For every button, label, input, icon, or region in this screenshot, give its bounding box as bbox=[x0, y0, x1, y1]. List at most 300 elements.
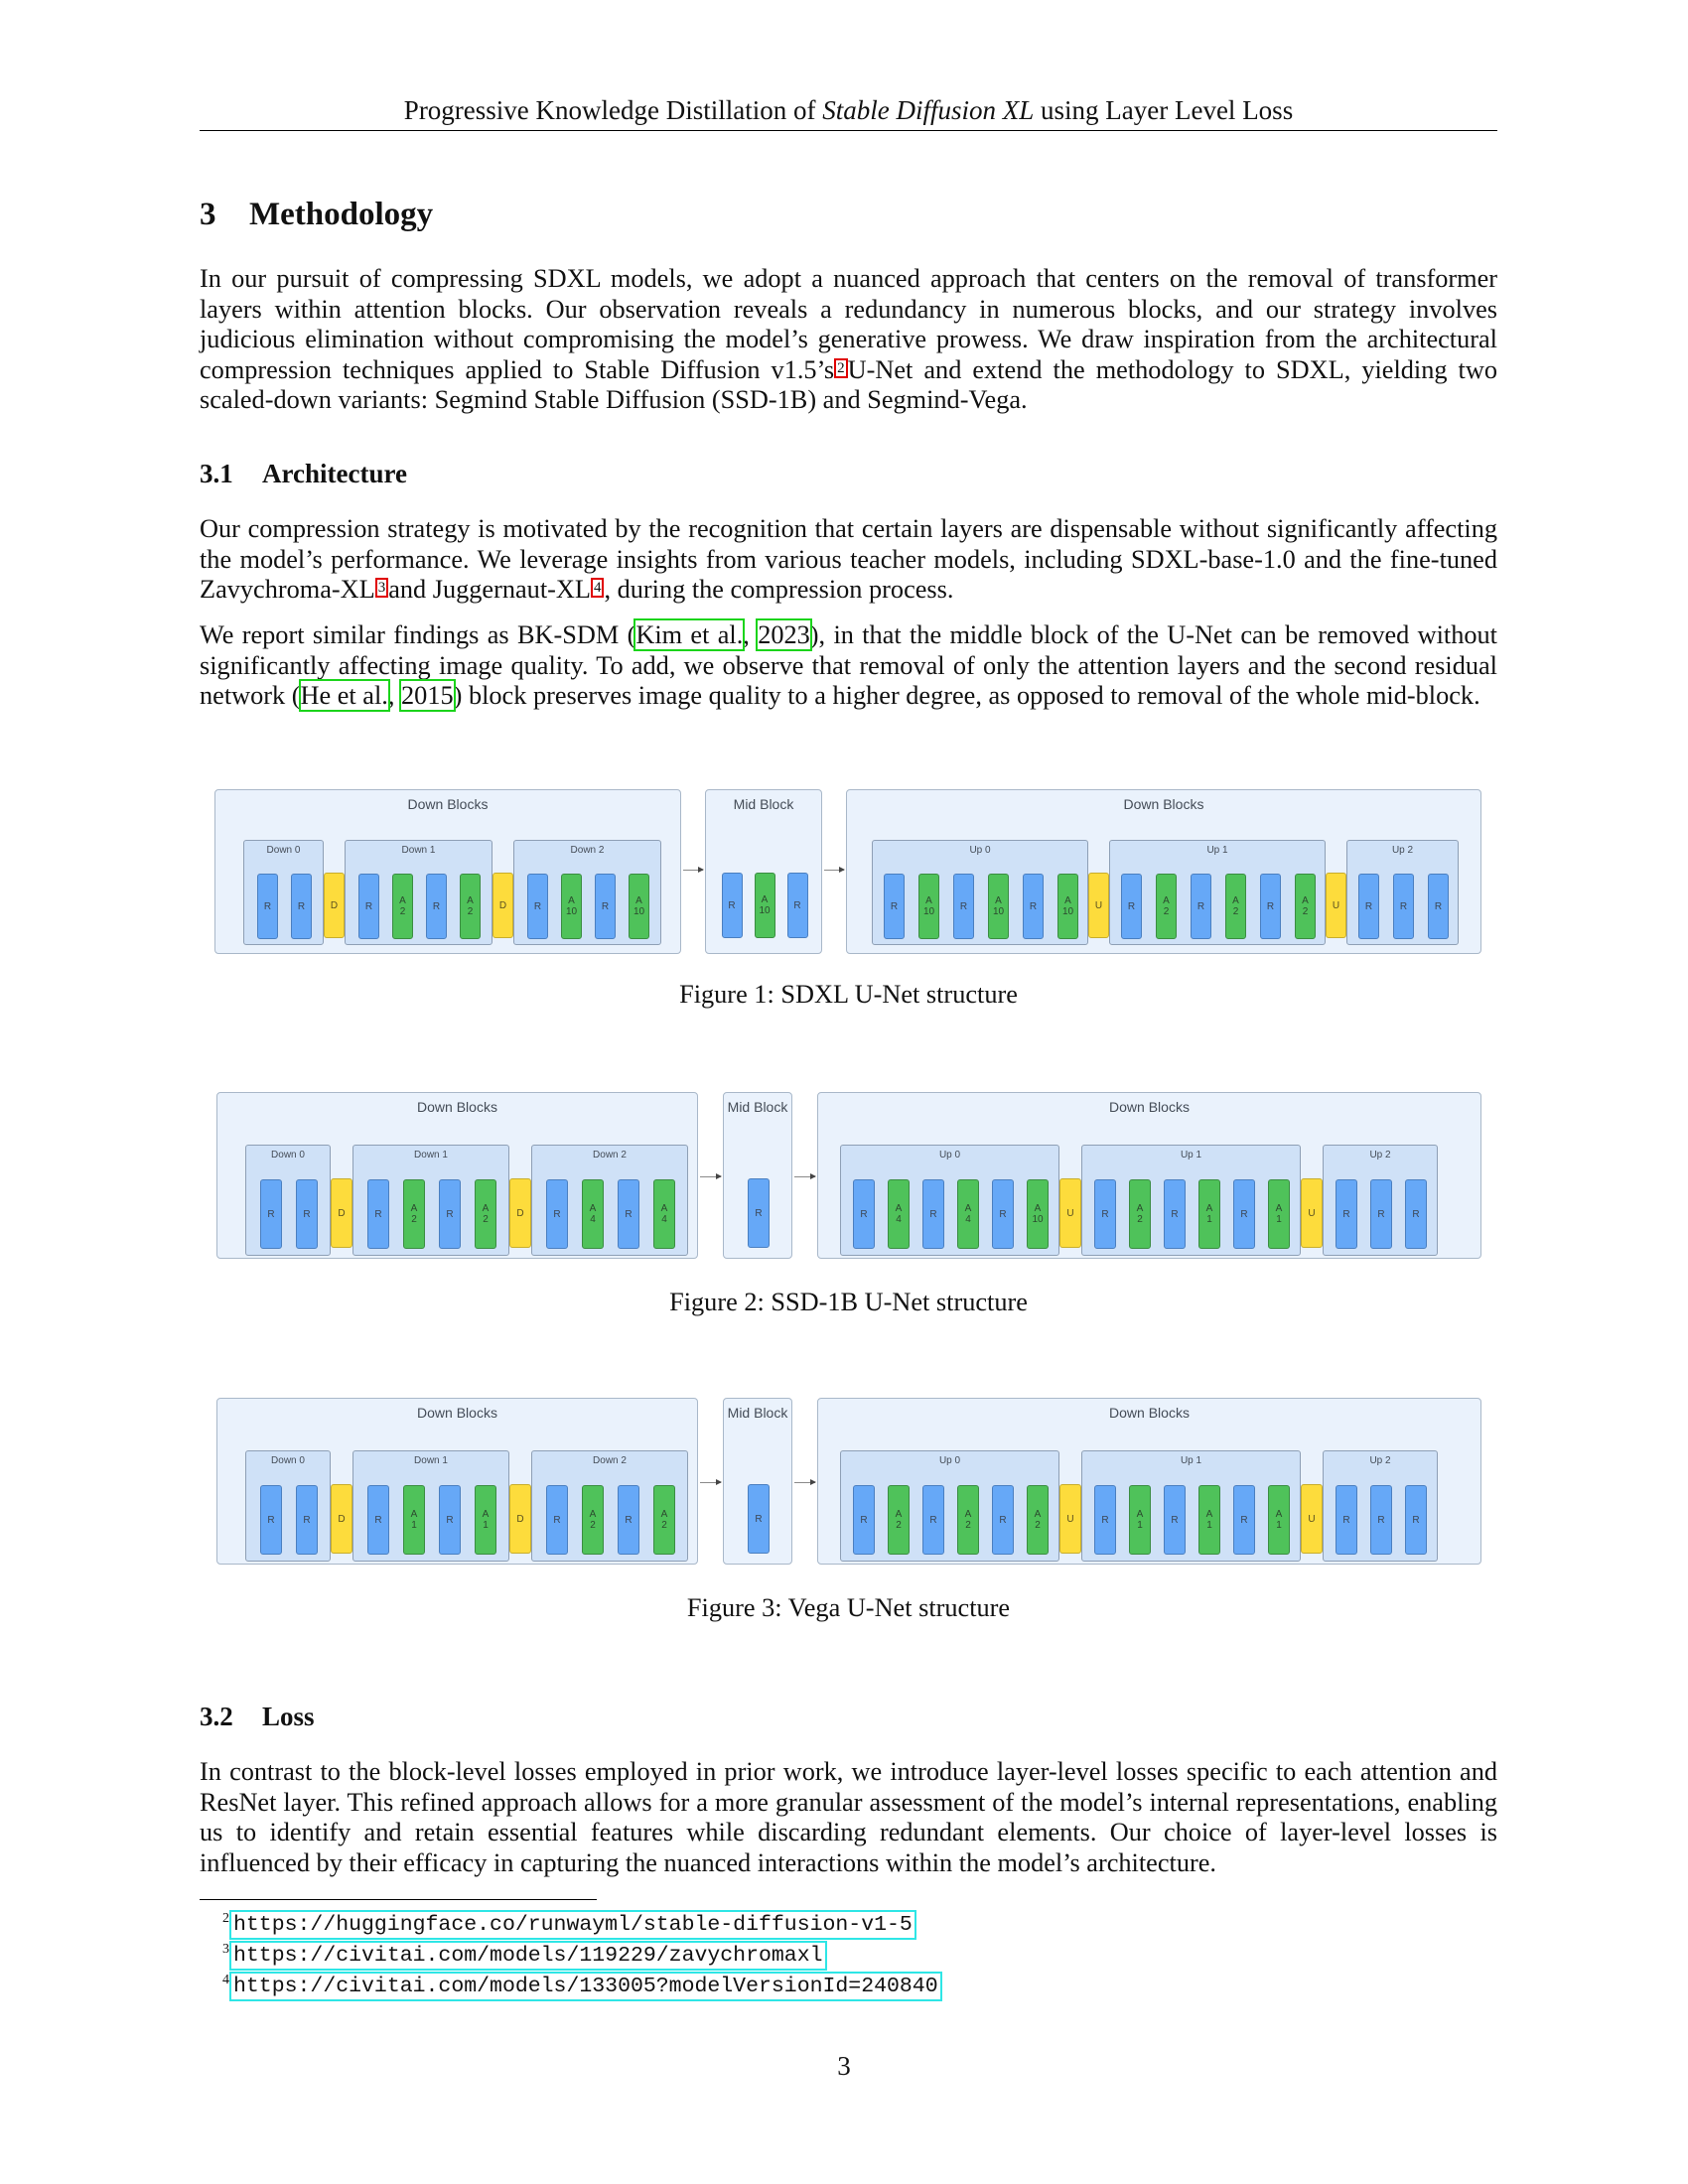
up-blocks-panel bbox=[846, 789, 1481, 954]
down-group-2 bbox=[513, 840, 661, 945]
flow-arrow bbox=[794, 1176, 815, 1177]
resnet-block bbox=[546, 1485, 568, 1555]
downsample-block bbox=[492, 873, 513, 938]
upsample-block bbox=[1059, 1178, 1081, 1248]
figure-3-caption: Figure 3: Vega U-Net structure bbox=[686, 1593, 1011, 1622]
resnet-block bbox=[367, 1179, 389, 1249]
figure-2-caption: Figure 2: SSD-1B U-Net structure bbox=[669, 1288, 1028, 1316]
block-count-label: 1 bbox=[411, 1520, 417, 1531]
intro-text-1: In our pursuit of compressing SDXL models, we adopt a nuanced approach that centers on the removal of transformer layers within attention blocks. Our observation reveals a redundancy in numerous blocks, and our strategy involves judicious elimination without compromising the model’s generative prowess. We draw inspiration from the architectural compression techniques applied to Stable Diffusion v1.5’s bbox=[200, 264, 1497, 384]
figure-1-caption: Figure 1: SDXL U-Net structure bbox=[679, 980, 1018, 1009]
attention-block bbox=[582, 1179, 604, 1249]
block-count-label: 2 bbox=[1137, 1214, 1143, 1225]
block-type-label: A bbox=[589, 1203, 597, 1214]
block-type-label: R bbox=[1377, 1208, 1385, 1220]
down-blocks-panel bbox=[216, 1092, 698, 1259]
group-title: Down 2 bbox=[593, 1455, 627, 1466]
block-type-label: R bbox=[1101, 1514, 1109, 1526]
block-type-label: R bbox=[374, 1514, 382, 1526]
block-type-label: D bbox=[516, 1513, 524, 1525]
resnet-block bbox=[367, 1485, 389, 1555]
resnet-block bbox=[1370, 1485, 1392, 1555]
resnet-block bbox=[1164, 1179, 1186, 1249]
block-type-label: A bbox=[1205, 1203, 1213, 1214]
block-type-label: R bbox=[446, 1514, 454, 1526]
block-type-label: A bbox=[660, 1509, 668, 1520]
block-type-label: R bbox=[432, 900, 441, 912]
down-blocks-panel bbox=[214, 789, 681, 954]
attention-block bbox=[1027, 1179, 1049, 1249]
resnet-block bbox=[546, 1179, 568, 1249]
block-type-label: R bbox=[1412, 1514, 1420, 1526]
resnet-block bbox=[1094, 1485, 1116, 1555]
block-type-label: A bbox=[1302, 895, 1309, 906]
intro-text-2: U-Net and extend the methodology to SDXL, yielding two scaled-down variants: Segmind Stable Diffusion (SSD-1B) and Segmind-Vega. bbox=[200, 354, 1497, 414]
block-type-label: R bbox=[860, 1208, 868, 1220]
resnet-block bbox=[358, 874, 379, 939]
page-number: 3 bbox=[837, 2051, 851, 2081]
block-type-label: R bbox=[1377, 1514, 1385, 1526]
block-type-label: R bbox=[1029, 900, 1038, 912]
block-type-label: R bbox=[959, 900, 968, 912]
up-blocks-panel bbox=[817, 1398, 1481, 1565]
down-group-2 bbox=[531, 1450, 688, 1562]
footnote-3 bbox=[222, 1942, 824, 1969]
citation-separator: , bbox=[387, 681, 402, 710]
group-title: Down 0 bbox=[271, 1150, 305, 1160]
resnet-block bbox=[1405, 1485, 1427, 1555]
footnote-mark: 2 bbox=[222, 1911, 229, 1926]
figure-ssd1b-unet bbox=[216, 1092, 1481, 1259]
block-type-label: A bbox=[482, 1509, 490, 1520]
block-type-label: A bbox=[1064, 895, 1071, 906]
block-type-label: R bbox=[1171, 1514, 1179, 1526]
up-group-0 bbox=[840, 1145, 1059, 1256]
block-count-label: 1 bbox=[1276, 1214, 1282, 1225]
block-type-label: R bbox=[364, 900, 373, 912]
citation-he-author[interactable]: He et al. bbox=[300, 681, 388, 710]
block-type-label: A bbox=[589, 1509, 597, 1520]
group-title: Down 1 bbox=[414, 1150, 448, 1160]
attention-block bbox=[1027, 1485, 1049, 1555]
block-type-label: D bbox=[330, 899, 339, 911]
resnet-block bbox=[722, 873, 743, 938]
citation-separator: , bbox=[743, 620, 759, 649]
block-type-label: R bbox=[1240, 1208, 1248, 1220]
resnet-block bbox=[426, 874, 447, 939]
arch-text-2: and Juggernaut-XL bbox=[388, 575, 591, 604]
block-type-label: R bbox=[929, 1514, 937, 1526]
block-type-label: A bbox=[568, 895, 575, 906]
attention-block bbox=[1198, 1485, 1220, 1555]
arch2-text-3: ) block preserves image quality to a higher degree, as opposed to removal of the whole mid-block. bbox=[453, 681, 1480, 710]
block-type-label: A bbox=[1205, 1509, 1213, 1520]
up-group-1 bbox=[1081, 1450, 1301, 1562]
resnet-block bbox=[1336, 1485, 1357, 1555]
up-group-1 bbox=[1109, 840, 1326, 945]
panel-title: Mid Block bbox=[727, 1405, 788, 1421]
attention-block bbox=[561, 874, 582, 939]
resnet-block bbox=[853, 1179, 875, 1249]
attention-block bbox=[1129, 1485, 1151, 1555]
downsample-block bbox=[509, 1178, 531, 1248]
resnet-block bbox=[1191, 874, 1211, 939]
footnote-mark: 4 bbox=[222, 1973, 229, 1987]
block-count-label: 2 bbox=[1232, 906, 1239, 917]
block-count-label: 2 bbox=[399, 906, 406, 917]
arch-text-3: , during the compression process. bbox=[604, 575, 954, 604]
block-type-label: D bbox=[338, 1513, 346, 1525]
resnet-block bbox=[260, 1179, 282, 1249]
down-group-1 bbox=[352, 1450, 509, 1562]
attention-block bbox=[1129, 1179, 1151, 1249]
block-type-label: R bbox=[446, 1208, 454, 1220]
group-title: Up 0 bbox=[938, 1150, 961, 1160]
resnet-block bbox=[787, 873, 808, 938]
mid-block-panel bbox=[705, 789, 822, 954]
resnet-block bbox=[595, 874, 616, 939]
attention-block bbox=[1225, 874, 1246, 939]
down-group-0 bbox=[243, 840, 324, 945]
intro-paragraph bbox=[200, 264, 1497, 416]
resnet-block bbox=[618, 1485, 639, 1555]
block-type-label: R bbox=[860, 1514, 868, 1526]
group-title: Down 0 bbox=[266, 845, 301, 856]
block-type-label: A bbox=[1034, 1509, 1042, 1520]
subsection-heading-loss bbox=[200, 1700, 315, 1733]
upsample-block bbox=[1088, 873, 1109, 938]
attention-block bbox=[1156, 874, 1177, 939]
subsection-number: 3.1 bbox=[200, 459, 233, 488]
subsection-number: 3.2 bbox=[200, 1702, 233, 1731]
attention-block bbox=[653, 1485, 675, 1555]
block-type-label: U bbox=[1332, 899, 1340, 911]
upsample-block bbox=[1301, 1484, 1323, 1554]
attention-block bbox=[460, 874, 481, 939]
footnote-link[interactable]: https://civitai.com/models/133005?modelVersionId=240840 bbox=[233, 1975, 938, 1998]
attention-block bbox=[653, 1179, 675, 1249]
upsample-block bbox=[1301, 1178, 1323, 1248]
panel-title: Down Blocks bbox=[417, 1405, 497, 1421]
up-group-2 bbox=[1323, 1450, 1438, 1562]
block-type-label: R bbox=[1399, 900, 1408, 912]
block-type-label: R bbox=[1196, 900, 1205, 912]
subsection-title: Loss bbox=[262, 1702, 315, 1731]
group-title: Up 2 bbox=[1369, 1455, 1391, 1466]
down-group-1 bbox=[352, 1145, 509, 1256]
block-type-label: R bbox=[1171, 1208, 1179, 1220]
attention-block bbox=[475, 1485, 496, 1555]
downsample-block bbox=[331, 1178, 352, 1248]
block-type-label: U bbox=[1308, 1513, 1316, 1525]
block-type-label: R bbox=[601, 900, 610, 912]
group-title: Up 2 bbox=[1391, 845, 1414, 856]
attention-block bbox=[957, 1485, 979, 1555]
block-count-label: 10 bbox=[992, 906, 1005, 917]
citation-kim-year[interactable]: 2023 bbox=[758, 620, 810, 649]
arch2-text-1: We report similar findings as BK-SDM ( bbox=[200, 620, 636, 649]
block-type-label: A bbox=[410, 1203, 418, 1214]
block-type-label: A bbox=[1275, 1509, 1283, 1520]
footnote-rule bbox=[200, 1899, 597, 1900]
running-title-prefix: Progressive Knowledge Distillation of bbox=[403, 95, 823, 125]
block-type-label: R bbox=[1101, 1208, 1109, 1220]
panel-title: Down Blocks bbox=[1109, 1099, 1190, 1115]
block-type-label: R bbox=[728, 899, 736, 911]
downsample-block bbox=[331, 1484, 352, 1554]
header-rule bbox=[200, 130, 1497, 131]
group-title: Down 2 bbox=[593, 1150, 627, 1160]
block-type-label: R bbox=[1266, 900, 1275, 912]
block-count-label: 1 bbox=[483, 1520, 489, 1531]
block-type-label: U bbox=[1066, 1513, 1074, 1525]
block-type-label: R bbox=[625, 1514, 633, 1526]
down-blocks-panel bbox=[216, 1398, 698, 1565]
block-type-label: R bbox=[267, 1514, 275, 1526]
block-count-label: 10 bbox=[759, 905, 771, 916]
block-type-label: A bbox=[1136, 1203, 1144, 1214]
attention-block bbox=[475, 1179, 496, 1249]
resnet-block bbox=[1428, 874, 1449, 939]
block-type-label: R bbox=[755, 1513, 763, 1525]
down-group-1 bbox=[345, 840, 492, 945]
block-count-label: 2 bbox=[467, 906, 474, 917]
up-blocks-panel bbox=[817, 1092, 1481, 1259]
resnet-block bbox=[1233, 1179, 1255, 1249]
block-type-label: D bbox=[516, 1207, 524, 1219]
up-group-2 bbox=[1323, 1145, 1438, 1256]
figure-sdxl-unet bbox=[214, 789, 1481, 954]
block-count-label: 1 bbox=[1276, 1520, 1282, 1531]
resnet-block bbox=[922, 1485, 944, 1555]
block-type-label: A bbox=[995, 895, 1002, 906]
block-count-label: 4 bbox=[896, 1214, 902, 1225]
down-group-2 bbox=[531, 1145, 688, 1256]
block-type-label: R bbox=[1127, 900, 1136, 912]
block-type-label: R bbox=[1412, 1208, 1420, 1220]
group-title: Down 2 bbox=[570, 845, 605, 856]
attention-block bbox=[957, 1179, 979, 1249]
block-type-label: R bbox=[1342, 1208, 1350, 1220]
group-title: Up 1 bbox=[1206, 845, 1228, 856]
resnet-block bbox=[748, 1178, 770, 1248]
block-type-label: R bbox=[553, 1514, 561, 1526]
resnet-block bbox=[296, 1179, 318, 1249]
loss-paragraph: In contrast to the block-level losses employed in prior work, we introduce layer-level losses specific to each attention and ResNet layer. This refined approach allows for a more granular assessment of the model’s internal representations, enabling us to identify and retain essential features while discarding redundant elements. Our choice of layer-level losses is influenced by their efficacy in capturing the nuanced interactions within the model’s architecture. bbox=[200, 1757, 1497, 1877]
flow-arrow bbox=[794, 1482, 815, 1483]
resnet-block bbox=[1094, 1179, 1116, 1249]
block-count-label: 2 bbox=[483, 1214, 489, 1225]
attention-block bbox=[392, 874, 413, 939]
attention-block bbox=[1057, 874, 1078, 939]
resnet-block bbox=[1260, 874, 1281, 939]
resnet-block bbox=[257, 874, 278, 939]
block-type-label: R bbox=[793, 899, 801, 911]
downsample-block bbox=[324, 873, 345, 938]
upsample-block bbox=[1059, 1484, 1081, 1554]
resnet-block bbox=[439, 1179, 461, 1249]
attention-block bbox=[988, 874, 1009, 939]
block-type-label: A bbox=[895, 1509, 903, 1520]
block-type-label: R bbox=[1240, 1514, 1248, 1526]
block-type-label: A bbox=[1275, 1203, 1283, 1214]
footnote-4 bbox=[222, 1973, 939, 1999]
upsample-block bbox=[1326, 873, 1346, 938]
subsection-title: Architecture bbox=[262, 459, 407, 488]
block-count-label: 4 bbox=[661, 1214, 667, 1225]
block-type-label: R bbox=[1364, 900, 1373, 912]
block-type-label: R bbox=[263, 900, 272, 912]
block-type-label: R bbox=[999, 1514, 1007, 1526]
attention-block bbox=[888, 1179, 910, 1249]
block-type-label: R bbox=[297, 900, 306, 912]
footnote-2 bbox=[222, 1911, 914, 1938]
resnet-block bbox=[527, 874, 548, 939]
group-title: Up 1 bbox=[1180, 1455, 1202, 1466]
block-type-label: A bbox=[895, 1203, 903, 1214]
footnote-ref-3[interactable]: 3 bbox=[377, 580, 386, 596]
block-type-label: R bbox=[755, 1207, 763, 1219]
group-title: Down 1 bbox=[414, 1455, 448, 1466]
flow-arrow bbox=[824, 870, 844, 871]
attention-block bbox=[1268, 1485, 1290, 1555]
resnet-block bbox=[618, 1179, 639, 1249]
flow-arrow bbox=[700, 1482, 721, 1483]
resnet-block bbox=[1336, 1179, 1357, 1249]
block-count-label: 2 bbox=[411, 1214, 417, 1225]
resnet-block bbox=[953, 874, 974, 939]
block-type-label: A bbox=[660, 1203, 668, 1214]
flow-arrow bbox=[683, 870, 703, 871]
group-title: Up 2 bbox=[1369, 1150, 1391, 1160]
panel-title: Down Blocks bbox=[1123, 796, 1204, 812]
architecture-paragraph-2 bbox=[200, 620, 1497, 712]
block-type-label: A bbox=[964, 1203, 972, 1214]
block-type-label: A bbox=[1232, 895, 1239, 906]
block-count-label: 4 bbox=[965, 1214, 971, 1225]
footnote-link[interactable]: https://civitai.com/models/119229/zavychromaxl bbox=[233, 1944, 823, 1968]
block-type-label: R bbox=[890, 900, 899, 912]
block-count-label: 2 bbox=[896, 1520, 902, 1531]
resnet-block bbox=[922, 1179, 944, 1249]
resnet-block bbox=[439, 1485, 461, 1555]
block-count-label: 2 bbox=[590, 1520, 596, 1531]
running-title-italic: Stable Diffusion XL bbox=[822, 95, 1035, 125]
block-count-label: 4 bbox=[590, 1214, 596, 1225]
up-group-2 bbox=[1346, 840, 1459, 945]
block-count-label: 1 bbox=[1206, 1214, 1212, 1225]
block-type-label: A bbox=[399, 895, 406, 906]
attention-block bbox=[918, 874, 939, 939]
block-count-label: 10 bbox=[633, 906, 645, 917]
block-count-label: 2 bbox=[1302, 906, 1309, 917]
block-type-label: A bbox=[467, 895, 474, 906]
block-type-label: A bbox=[1163, 895, 1170, 906]
block-type-label: R bbox=[303, 1514, 311, 1526]
block-type-label: U bbox=[1094, 899, 1103, 911]
block-type-label: R bbox=[553, 1208, 561, 1220]
resnet-block bbox=[1121, 874, 1142, 939]
resnet-block bbox=[260, 1485, 282, 1555]
mid-block-panel bbox=[723, 1092, 792, 1259]
running-title-suffix: using Layer Level Loss bbox=[1034, 95, 1294, 125]
resnet-block bbox=[1164, 1485, 1186, 1555]
panel-title: Mid Block bbox=[733, 796, 794, 812]
up-group-0 bbox=[840, 1450, 1059, 1562]
block-type-label: D bbox=[338, 1207, 346, 1219]
citation-kim-author[interactable]: Kim et al. bbox=[635, 620, 744, 649]
resnet-block bbox=[992, 1179, 1014, 1249]
block-type-label: A bbox=[635, 895, 642, 906]
block-type-label: R bbox=[303, 1208, 311, 1220]
footnote-link[interactable]: https://huggingface.co/runwayml/stable-diffusion-v1-5 bbox=[233, 1913, 913, 1937]
block-type-label: R bbox=[267, 1208, 275, 1220]
arch-text-1: Our compression strategy is motivated by the recognition that certain layers are dispensable without significantly affecting the model’s performance. We leverage insights from various teacher models, including SDXL-base-1.0 and the fine-tuned Zavychroma-XL bbox=[200, 514, 1497, 604]
block-type-label: R bbox=[1342, 1514, 1350, 1526]
group-title: Up 1 bbox=[1180, 1150, 1202, 1160]
figure-vega-unet bbox=[216, 1398, 1481, 1565]
footnote-ref-4[interactable]: 4 bbox=[593, 580, 602, 596]
block-type-label: A bbox=[964, 1509, 972, 1520]
architecture-paragraph-1 bbox=[200, 514, 1497, 606]
panel-title: Down Blocks bbox=[1109, 1405, 1190, 1421]
block-type-label: R bbox=[999, 1208, 1007, 1220]
downsample-block bbox=[509, 1484, 531, 1554]
group-title: Up 0 bbox=[938, 1455, 961, 1466]
block-count-label: 10 bbox=[1032, 1214, 1044, 1225]
block-type-label: R bbox=[929, 1208, 937, 1220]
attention-block bbox=[888, 1485, 910, 1555]
panel-title: Down Blocks bbox=[407, 796, 489, 812]
panel-title: Mid Block bbox=[727, 1099, 788, 1115]
block-type-label: A bbox=[410, 1509, 418, 1520]
block-count-label: 1 bbox=[1137, 1520, 1143, 1531]
footnote-mark: 3 bbox=[222, 1942, 229, 1957]
block-type-label: R bbox=[374, 1208, 382, 1220]
attention-block bbox=[1295, 874, 1316, 939]
block-type-label: U bbox=[1066, 1207, 1074, 1219]
block-count-label: 2 bbox=[1035, 1520, 1041, 1531]
section-heading bbox=[200, 195, 433, 234]
block-type-label: D bbox=[498, 899, 507, 911]
group-title: Up 0 bbox=[969, 845, 991, 856]
attention-block bbox=[403, 1485, 425, 1555]
section-title: Methodology bbox=[249, 197, 434, 232]
running-header bbox=[200, 93, 1497, 127]
block-type-label: A bbox=[1034, 1203, 1042, 1214]
resnet-block bbox=[884, 874, 905, 939]
up-group-1 bbox=[1081, 1145, 1301, 1256]
resnet-block bbox=[853, 1485, 875, 1555]
attention-block bbox=[629, 874, 649, 939]
block-count-label: 2 bbox=[965, 1520, 971, 1531]
group-title: Down 1 bbox=[401, 845, 436, 856]
block-count-label: 2 bbox=[661, 1520, 667, 1531]
arch2-text-2: ), in that the middle block of the U-Net can be removed without significantly affecting image quality. To add, we observe that removal of only the attention layers and the second residual network ( bbox=[200, 620, 1497, 710]
block-type-label: A bbox=[761, 894, 769, 905]
footnote-ref-2[interactable]: 2 bbox=[837, 359, 845, 376]
block-count-label: 10 bbox=[1061, 906, 1074, 917]
citation-he-year[interactable]: 2015 bbox=[401, 681, 454, 710]
attention-block bbox=[1268, 1179, 1290, 1249]
block-count-label: 2 bbox=[1163, 906, 1170, 917]
flow-arrow bbox=[700, 1176, 721, 1177]
block-type-label: A bbox=[482, 1203, 490, 1214]
resnet-block bbox=[1233, 1485, 1255, 1555]
resnet-block bbox=[1405, 1179, 1427, 1249]
resnet-block bbox=[1023, 874, 1044, 939]
resnet-block bbox=[291, 874, 312, 939]
